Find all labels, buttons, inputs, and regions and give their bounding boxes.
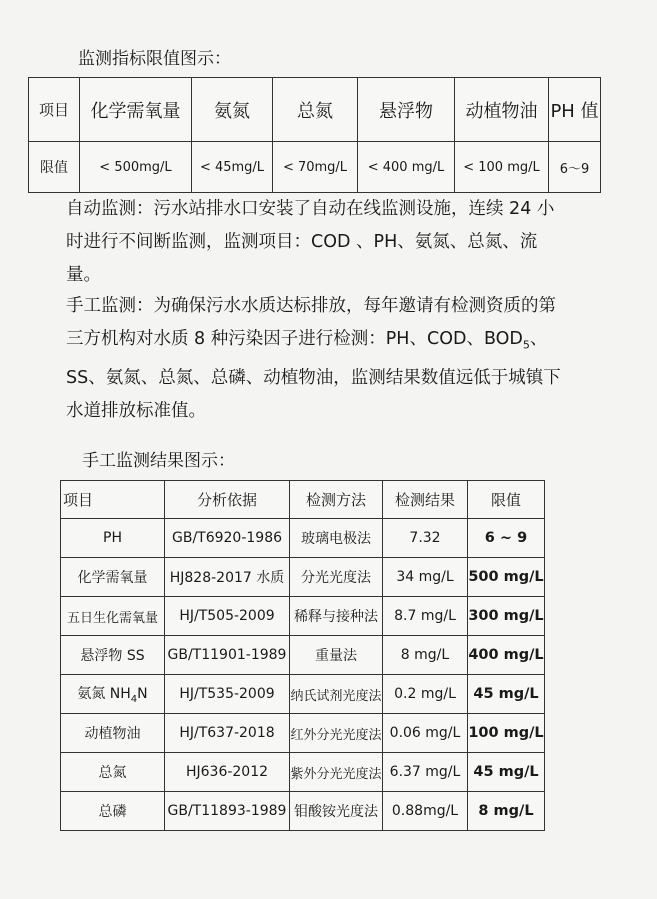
manual-text-part1: 手工监测：为确保污水水质达标排放，每年邀请有检测资质的第三方机构对水质 8 种污染因子进行检测：PH、COD、BOD bbox=[66, 296, 556, 349]
result-basis: HJ828-2017 水质 bbox=[165, 558, 290, 597]
limits-caption: 监测指标限值图示： bbox=[78, 49, 231, 69]
result-limit: 400 mg/L bbox=[468, 636, 545, 675]
manual-text-part2: 、SS、氨氮、总氮、总磷、动植物油，监测结果数值远低于城镇下水道排放标准值。 bbox=[66, 329, 561, 421]
limits-value-cell: 6～9 bbox=[549, 142, 601, 193]
nh-subscript: 4 bbox=[130, 693, 138, 705]
bod-subscript: 5 bbox=[522, 338, 530, 352]
result-value: 8 mg/L bbox=[383, 636, 468, 675]
result-limit: 45 mg/L bbox=[468, 675, 545, 714]
limits-header-cell: 悬浮物 bbox=[358, 78, 455, 142]
limits-header-cell: PH 值 bbox=[549, 78, 601, 142]
results-header-cell: 限值 bbox=[468, 481, 545, 519]
limits-table bbox=[28, 77, 601, 193]
result-limit: 8 mg/L bbox=[468, 792, 545, 831]
result-value: 6.37 mg/L bbox=[383, 753, 468, 792]
result-item: 动植物油 bbox=[61, 714, 165, 753]
limits-header-cell: 氨氮 bbox=[192, 78, 273, 142]
table-row bbox=[61, 792, 545, 831]
result-method: 红外分光光度法 bbox=[290, 714, 383, 753]
table-row bbox=[61, 675, 545, 714]
result-method: 纳氏试剂光度法 bbox=[290, 675, 383, 714]
result-method: 玻璃电极法 bbox=[290, 519, 383, 558]
result-value: 0.2 mg/L bbox=[383, 675, 468, 714]
results-header-cell: 分析依据 bbox=[165, 481, 290, 519]
result-item bbox=[61, 675, 165, 714]
result-value: 8.7 mg/L bbox=[383, 597, 468, 636]
result-limit: 300 mg/L bbox=[468, 597, 545, 636]
result-item: 总磷 bbox=[61, 792, 165, 831]
table-row bbox=[61, 597, 545, 636]
result-method: 钼酸铵光度法 bbox=[290, 792, 383, 831]
result-method: 重量法 bbox=[290, 636, 383, 675]
result-basis: GB/T11901-1989 bbox=[165, 636, 290, 675]
limits-header-row bbox=[29, 78, 601, 142]
result-basis: GB/T6920-1986 bbox=[165, 519, 290, 558]
result-item: 五日生化需氧量 bbox=[61, 597, 165, 636]
nh-suffix: N bbox=[137, 686, 148, 703]
results-header-row bbox=[61, 481, 545, 519]
result-value: 0.06 mg/L bbox=[383, 714, 468, 753]
results-header-cell: 检测方法 bbox=[290, 481, 383, 519]
table-row bbox=[61, 636, 545, 675]
result-value: 0.88mg/L bbox=[383, 792, 468, 831]
result-basis: HJ/T637-2018 bbox=[165, 714, 290, 753]
result-method: 分光光度法 bbox=[290, 558, 383, 597]
result-basis: GB/T11893-1989 bbox=[165, 792, 290, 831]
result-value: 34 mg/L bbox=[383, 558, 468, 597]
result-basis: HJ/T535-2009 bbox=[165, 675, 290, 714]
limits-header-cell: 总氮 bbox=[273, 78, 358, 142]
nh-name: 氨氮 NH bbox=[77, 686, 131, 703]
results-header-cell: 项目 bbox=[61, 481, 165, 519]
result-item: PH bbox=[61, 519, 165, 558]
limits-header-cell: 项目 bbox=[29, 78, 80, 142]
result-basis: HJ/T505-2009 bbox=[165, 597, 290, 636]
result-item: 化学需氧量 bbox=[61, 558, 165, 597]
result-basis: HJ636-2012 bbox=[165, 753, 290, 792]
result-limit: 100 mg/L bbox=[468, 714, 545, 753]
limits-header-cell: 动植物油 bbox=[455, 78, 549, 142]
table-row bbox=[61, 753, 545, 792]
limits-value-cell: < 45mg/L bbox=[192, 142, 273, 193]
limits-value-cell: < 100 mg/L bbox=[455, 142, 549, 193]
limits-value-cell: 限值 bbox=[29, 142, 80, 193]
table-row bbox=[61, 558, 545, 597]
result-method: 稀释与接种法 bbox=[290, 597, 383, 636]
result-item: 悬浮物 SS bbox=[61, 636, 165, 675]
result-item: 总氮 bbox=[61, 753, 165, 792]
table-row bbox=[61, 714, 545, 753]
result-value: 7.32 bbox=[383, 519, 468, 558]
limits-value-cell: < 400 mg/L bbox=[358, 142, 455, 193]
results-table bbox=[60, 480, 545, 831]
result-limit: 500 mg/L bbox=[468, 558, 545, 597]
result-limit: 6 ~ 9 bbox=[468, 519, 545, 558]
limits-header-cell: 化学需氧量 bbox=[80, 78, 192, 142]
results-caption: 手工监测结果图示： bbox=[82, 451, 235, 471]
limits-value-cell: < 70mg/L bbox=[273, 142, 358, 193]
result-limit: 45 mg/L bbox=[468, 753, 545, 792]
table-row bbox=[61, 519, 545, 558]
auto-monitoring-paragraph: 自动监测：污水站排水口安装了自动在线监测设施，连续 24 小时进行不间断监测，监测项目：COD 、PH、氨氮、总氮、流量。 bbox=[66, 199, 555, 285]
results-header-cell: 检测结果 bbox=[383, 481, 468, 519]
result-method: 紫外分光光度法 bbox=[290, 753, 383, 792]
limits-value-cell: < 500mg/L bbox=[80, 142, 192, 193]
manual-monitoring-paragraph bbox=[66, 290, 566, 428]
limits-value-row bbox=[29, 142, 601, 193]
